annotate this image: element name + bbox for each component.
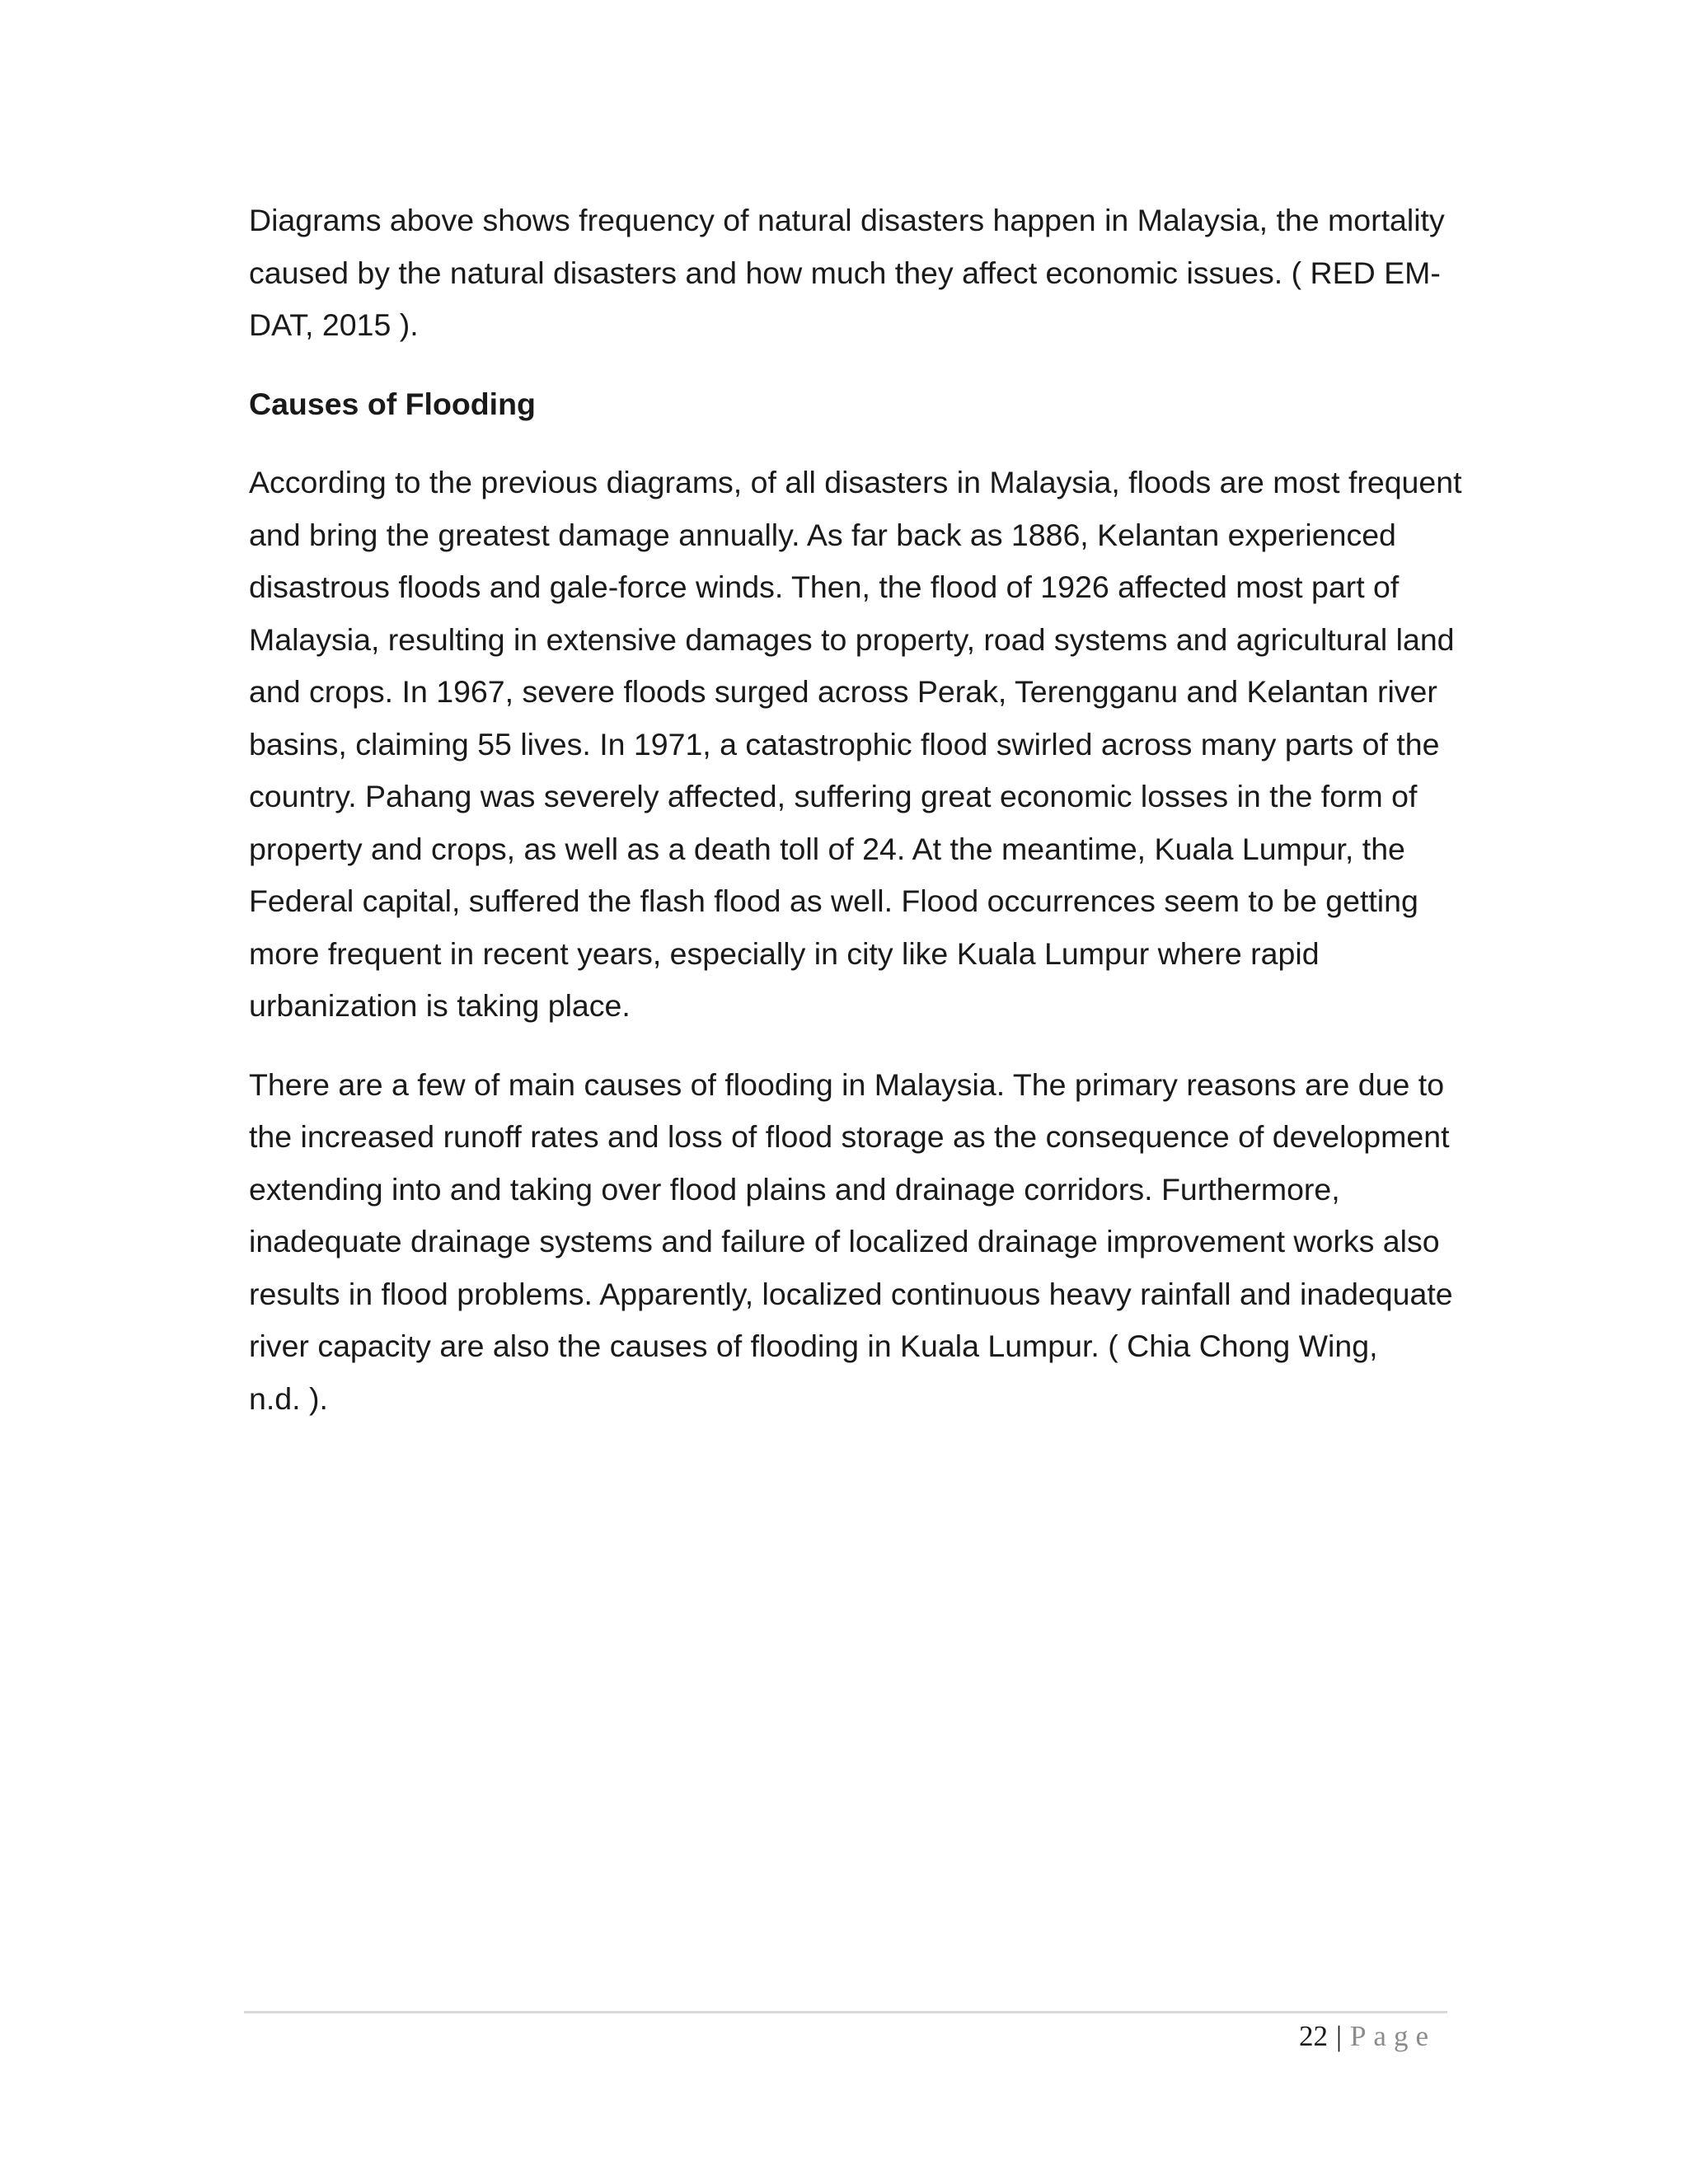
text-line: Federal capital, suffered the flash flood as well. Flood occurrences seem to be getting <box>249 883 1418 918</box>
text-line: the increased runoff rates and loss of flood storage as the consequence of development <box>249 1119 1450 1154</box>
page-number: 22 <box>1298 2020 1328 2052</box>
text-line: more frequent in recent years, especially in city like Kuala Lumpur where rapid <box>249 935 1320 971</box>
body-paragraph-2 <box>249 1059 1452 1426</box>
text-line: caused by the natural disasters and how much they affect economic issues. ( RED EM- <box>249 255 1441 290</box>
text-line: country. Pahang was severely affected, suffering great economic losses in the form of <box>249 779 1418 813</box>
body-paragraph-1 <box>249 457 1462 1033</box>
page-footer <box>1299 2012 1436 2056</box>
text-line: disastrous floods and gale-force winds. Then, the flood of 1926 affected most part of <box>249 569 1400 604</box>
text-line: Malaysia, resulting in extensive damages to property, road systems and agricultural land <box>249 621 1455 657</box>
text-line: urbanization is taking place. <box>249 988 631 1023</box>
intro-paragraph <box>249 194 1452 352</box>
text-line: DAT, 2015 ). <box>249 307 419 342</box>
text-line: According to the previous diagrams, of all disasters in Malaysia, floods are most frequent <box>249 465 1462 499</box>
text-line: and crops. In 1967, severe floods surged across Perak, Terengganu and Kelantan river <box>249 674 1437 709</box>
text-line: property and crops, as well as a death toll of 24. At the meantime, Kuala Lumpur, the <box>249 831 1405 866</box>
page-label: Page <box>1349 2020 1436 2052</box>
text-line: and bring the greatest damage annually. As far back as 1886, Kelantan experienced <box>249 517 1396 552</box>
page-content <box>249 194 1462 1425</box>
text-line: There are a few of main causes of flooding in Malaysia. The primary reasons are due to <box>249 1066 1445 1102</box>
text-line: n.d. ). <box>249 1380 328 1416</box>
text-line: Diagrams above shows frequency of natural disasters happen in Malaysia, the mortality <box>249 203 1445 237</box>
text-line: river capacity are also the causes of flooding in Kuala Lumpur. ( Chia Chong Wing, <box>249 1329 1378 1363</box>
text-line: results in flood problems. Apparently, localized continuous heavy rainfall and inadequate <box>249 1276 1453 1311</box>
text-line: extending into and taking over flood plains and drainage corridors. Furthermore, <box>249 1171 1340 1207</box>
section-heading: Causes of Flooding <box>249 386 536 421</box>
footer-divider <box>244 2011 1447 2013</box>
text-line: inadequate drainage systems and failure of localized drainage improvement works also <box>249 1224 1440 1258</box>
footer-separator: | <box>1335 2020 1342 2052</box>
text-line: basins, claiming 55 lives. In 1971, a catastrophic flood swirled across many parts of the <box>249 726 1440 762</box>
